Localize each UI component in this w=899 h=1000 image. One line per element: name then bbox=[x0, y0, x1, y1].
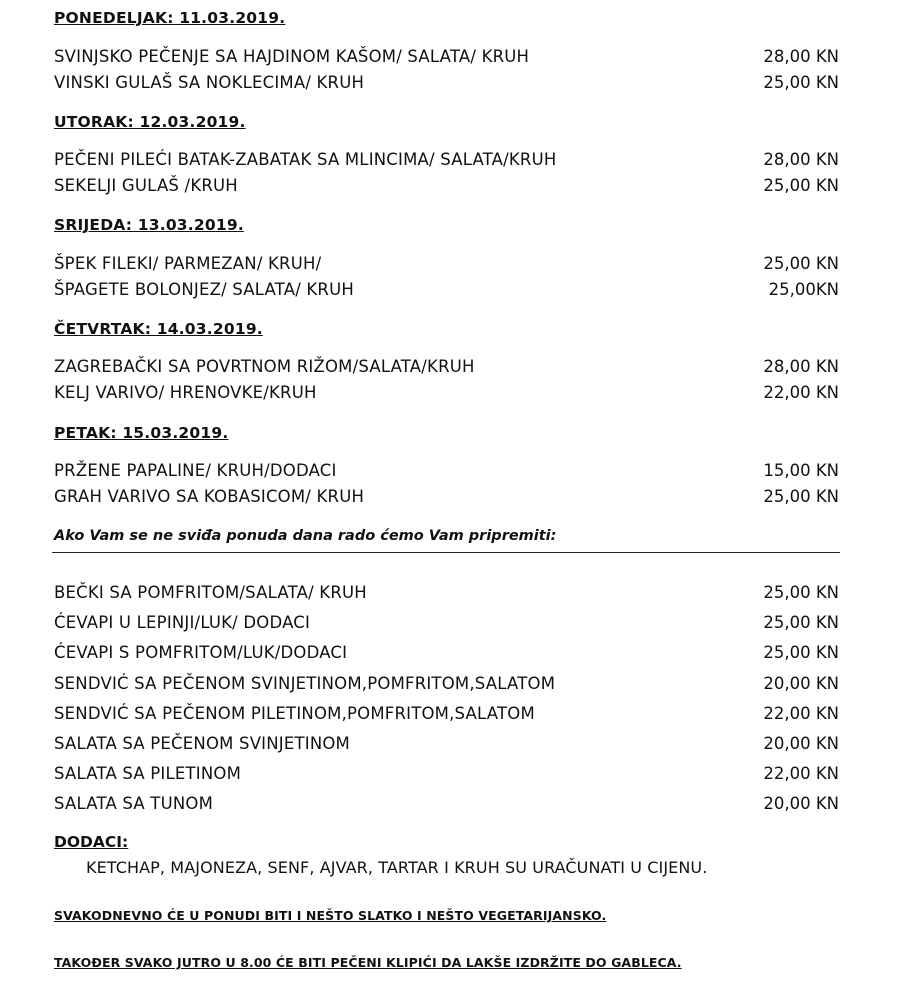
menu-item bbox=[54, 460, 839, 482]
menu-item-name: BEČKI SA POMFRITOM/SALATA/ KRUH bbox=[54, 583, 367, 602]
notice-daily-offer: SVAKODNEVNO ĆE U PONUDI BITI I NEŠTO SLATKO I NEŠTO VEGETARIJANSKO. bbox=[54, 908, 607, 923]
menu-item bbox=[54, 486, 839, 508]
menu-item bbox=[54, 763, 839, 785]
menu-item-price: 28,00 KN bbox=[763, 357, 839, 376]
menu-item-price: 22,00 KN bbox=[763, 704, 839, 723]
menu-item bbox=[54, 175, 839, 197]
menu-item bbox=[54, 279, 839, 301]
menu-item-name: SALATA SA TUNOM bbox=[54, 794, 214, 813]
menu-item bbox=[54, 703, 839, 725]
menu-item-price: 20,00 KN bbox=[763, 674, 839, 693]
menu-item-name: ZAGREBAČKI SA POVRTNOM RIŽOM/SALATA/KRUH bbox=[54, 357, 475, 376]
alternative-offer-note: Ako Vam se ne sviđa ponuda dana rado ćemo Vam pripremiti: bbox=[54, 528, 557, 544]
menu-item-price: 25,00 KN bbox=[763, 643, 839, 662]
menu-item-name: ĆEVAPI U LEPINJI/LUK/ DODACI bbox=[54, 613, 311, 632]
menu-item-price: 25,00 KN bbox=[763, 73, 839, 92]
menu-item bbox=[54, 793, 839, 815]
menu-item-name: KELJ VARIVO/ HRENOVKE/KRUH bbox=[54, 383, 317, 402]
menu-item bbox=[54, 253, 839, 275]
menu-item bbox=[54, 382, 839, 404]
menu-item bbox=[54, 72, 839, 94]
menu-item-name: ĆEVAPI S POMFRITOM/LUK/DODACI bbox=[54, 643, 348, 662]
menu-item-name: ŠPAGETE BOLONJEZ/ SALATA/ KRUH bbox=[54, 280, 354, 299]
menu-item-name: SALATA SA PEČENOM SVINJETINOM bbox=[54, 734, 350, 753]
day-header-friday: PETAK: 15.03.2019. bbox=[54, 424, 229, 442]
menu-item-name: SEKELJI GULAŠ /KRUH bbox=[54, 176, 238, 195]
menu-item-name: PEČENI PILEĆI BATAK-ZABATAK SA MLINCIMA/ SALATA/KRUH bbox=[54, 150, 557, 169]
menu-item-name: GRAH VARIVO SA KOBASICOM/ KRUH bbox=[54, 487, 365, 506]
menu-item bbox=[54, 46, 839, 68]
extras-text: KETCHAP, MAJONEZA, SENF, AJVAR, TARTAR I KRUH SU URAČUNATI U CIJENU. bbox=[86, 858, 708, 877]
menu-item-name: SALATA SA PILETINOM bbox=[54, 764, 242, 783]
menu-item bbox=[54, 149, 839, 171]
menu-item-price: 25,00 KN bbox=[763, 176, 839, 195]
menu-item-price: 22,00 KN bbox=[763, 764, 839, 783]
menu-item-price: 25,00KN bbox=[768, 280, 839, 299]
menu-item-name: VINSKI GULAŠ SA NOKLECIMA/ KRUH bbox=[54, 73, 365, 92]
menu-item-name: SVINJSKO PEČENJE SA HAJDINOM KAŠOM/ SALATA/ KRUH bbox=[54, 47, 530, 66]
menu-item-price: 22,00 KN bbox=[763, 383, 839, 402]
menu-item-name: ŠPEK FILEKI/ PARMEZAN/ KRUH/ bbox=[54, 254, 322, 273]
menu-item-name: SENDVIĆ SA PEČENOM SVINJETINOM,POMFRITOM,SALATOM bbox=[54, 674, 556, 693]
menu-item-name: PRŽENE PAPALINE/ KRUH/DODACI bbox=[54, 461, 337, 480]
menu-item-price: 25,00 KN bbox=[763, 254, 839, 273]
day-header-monday: PONEDELJAK: 11.03.2019. bbox=[54, 9, 286, 27]
day-header-wednesday: SRIJEDA: 13.03.2019. bbox=[54, 216, 244, 234]
menu-item bbox=[54, 582, 839, 604]
menu-item bbox=[54, 642, 839, 664]
day-header-thursday: ČETVRTAK: 14.03.2019. bbox=[54, 320, 263, 338]
menu-item-price: 25,00 KN bbox=[763, 487, 839, 506]
menu-item-price: 25,00 KN bbox=[763, 613, 839, 632]
menu-item-price: 28,00 KN bbox=[763, 150, 839, 169]
extras-header: DODACI: bbox=[54, 833, 129, 851]
menu-item-price: 28,00 KN bbox=[763, 47, 839, 66]
day-header-tuesday: UTORAK: 12.03.2019. bbox=[54, 113, 246, 131]
notice-morning-rolls: TAKOĐER SVAKO JUTRO U 8.00 ĆE BITI PEČENI KLIPIĆI DA LAKŠE IZDRŽITE DO GABLECA. bbox=[54, 955, 682, 970]
menu-item bbox=[54, 612, 839, 634]
menu-item-price: 20,00 KN bbox=[763, 794, 839, 813]
menu-item-price: 15,00 KN bbox=[763, 461, 839, 480]
menu-item bbox=[54, 356, 839, 378]
menu-item-price: 20,00 KN bbox=[763, 734, 839, 753]
divider bbox=[52, 552, 840, 553]
menu-item-price: 25,00 KN bbox=[763, 583, 839, 602]
menu-item bbox=[54, 673, 839, 695]
menu-item bbox=[54, 733, 839, 755]
menu-item-name: SENDVIĆ SA PEČENOM PILETINOM,POMFRITOM,SALATOM bbox=[54, 704, 535, 723]
